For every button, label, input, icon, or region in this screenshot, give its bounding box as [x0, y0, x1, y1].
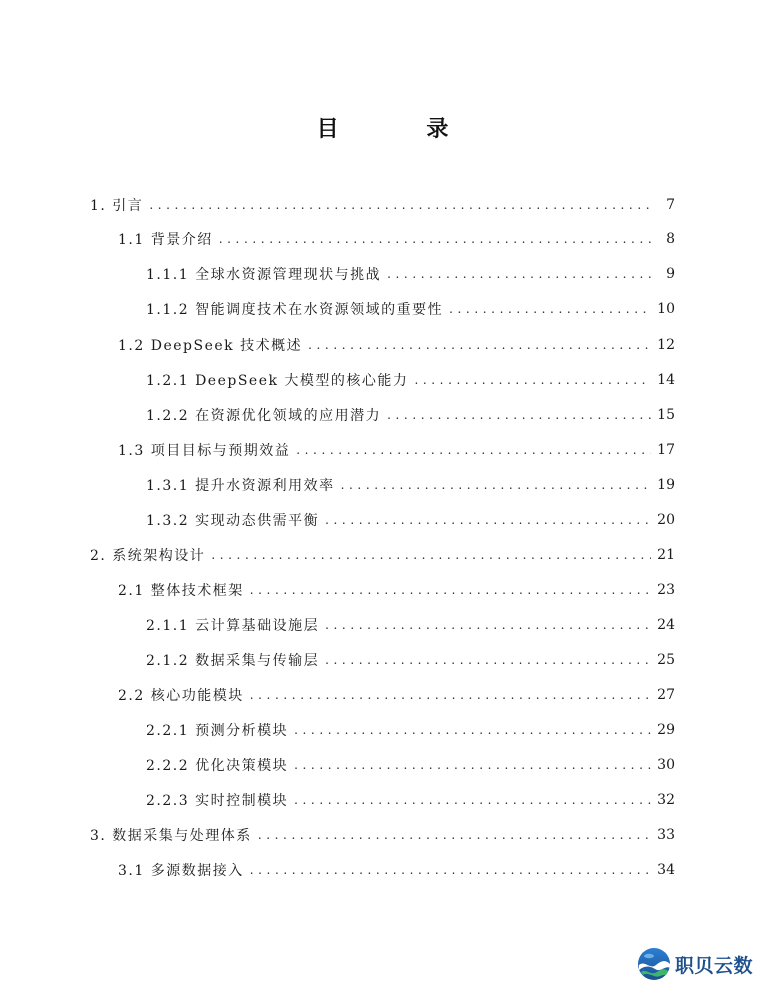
toc-entry-page: 9 [666, 266, 675, 282]
toc-entry-page: 32 [657, 792, 675, 808]
toc-entry-page: 33 [657, 827, 675, 843]
toc-entry[interactable] [90, 818, 675, 852]
toc-entry-page: 19 [657, 477, 675, 493]
toc-entry-page: 30 [657, 757, 675, 773]
toc-entry-label: 3. 数据采集与处理体系 [90, 828, 252, 844]
toc-entry-label: 1.1.2 智能调度技术在水资源领域的重要性 [146, 302, 444, 318]
toc-entry-page: 15 [657, 407, 675, 423]
toc-leader-dots [219, 222, 651, 256]
toc-entry-label: 2. 系统架构设计 [90, 548, 206, 564]
toc-entry[interactable] [118, 853, 675, 887]
toc-entry[interactable] [146, 748, 675, 782]
toc-leader-dots [250, 678, 651, 712]
toc-entry[interactable] [90, 538, 675, 572]
toc-leader-dots [250, 573, 651, 607]
toc-entry-page: 21 [657, 547, 675, 563]
toc-entry-page: 29 [657, 722, 675, 738]
toc-entry-label: 1.3 项目目标与预期效益 [118, 443, 291, 459]
toc-entry[interactable] [90, 188, 675, 222]
toc-entry-label: 1.3.1 提升水资源利用效率 [146, 478, 335, 494]
page-title: 目 录 [316, 116, 489, 142]
toc-entry-label: 2.1 整体技术框架 [118, 583, 244, 599]
toc-leader-dots [294, 748, 651, 782]
toc-entry-label: 1.2.1 DeepSeek 大模型的核心能力 [146, 373, 409, 389]
toc-entry[interactable] [118, 433, 675, 467]
toc-leader-dots [325, 643, 651, 677]
toc-leader-dots [149, 188, 651, 222]
brand-logo [636, 944, 760, 984]
toc-leader-dots [258, 818, 651, 852]
toc-entry-page: 24 [657, 617, 675, 633]
toc-entry-label: 2.2 核心功能模块 [118, 688, 244, 704]
toc-entry[interactable] [118, 328, 675, 362]
toc-entry-label: 2.1.2 数据采集与传输层 [146, 653, 320, 669]
toc-leader-dots [325, 503, 651, 537]
toc-entry[interactable] [146, 292, 675, 326]
toc-entry-page: 8 [666, 231, 675, 247]
toc-entry-page: 20 [657, 512, 675, 528]
toc-entry-page: 10 [657, 301, 675, 317]
toc-entry[interactable] [118, 678, 675, 712]
toc-entry[interactable] [146, 363, 675, 397]
toc-leader-dots [387, 257, 651, 291]
toc-entry-label: 2.2.3 实时控制模块 [146, 793, 289, 809]
toc-entry-label: 1.2.2 在资源优化领域的应用潜力 [146, 408, 382, 424]
globe-wave-icon [636, 946, 672, 982]
toc-entry-label: 2.1.1 云计算基础设施层 [146, 618, 320, 634]
toc-entry-label: 1.1.1 全球水资源管理现状与挑战 [146, 267, 382, 283]
toc-entry-page: 25 [657, 652, 675, 668]
toc-leader-dots [325, 608, 651, 642]
toc-entry-label: 2.2.1 预测分析模块 [146, 723, 289, 739]
toc-leader-dots [294, 783, 651, 817]
toc-leader-dots [341, 468, 651, 502]
toc-entry-label: 1. 引言 [90, 198, 144, 214]
toc-entry-page: 27 [657, 687, 675, 703]
toc-leader-dots [250, 853, 651, 887]
toc-entry[interactable] [118, 222, 675, 256]
toc-entry[interactable] [146, 503, 675, 537]
toc-entry[interactable] [146, 257, 675, 291]
toc-leader-dots [414, 363, 651, 397]
toc-entry-page: 12 [657, 337, 675, 353]
toc-entry-page: 23 [657, 582, 675, 598]
toc-entry-label: 2.2.2 优化决策模块 [146, 758, 289, 774]
toc-leader-dots [308, 328, 651, 362]
toc-leader-dots [387, 398, 651, 432]
toc-entry[interactable] [146, 783, 675, 817]
toc-entry-label: 1.2 DeepSeek 技术概述 [118, 338, 303, 354]
toc-entry[interactable] [118, 573, 675, 607]
toc-entry-page: 14 [657, 372, 675, 388]
toc-entry-page: 34 [657, 862, 675, 878]
toc-entry-page: 7 [666, 197, 675, 213]
toc-entry-label: 1.3.2 实现动态供需平衡 [146, 513, 320, 529]
toc-entry[interactable] [146, 468, 675, 502]
toc-entry[interactable] [146, 608, 675, 642]
toc-entry[interactable] [146, 713, 675, 747]
toc-leader-dots [449, 292, 651, 326]
toc-leader-dots [211, 538, 651, 572]
toc-leader-dots [296, 433, 651, 467]
toc-entry-label: 1.1 背景介绍 [118, 232, 213, 248]
brand-logo-text: 职贝云数 [675, 954, 754, 977]
toc-entry-label: 3.1 多源数据接入 [118, 863, 244, 879]
toc-leader-dots [294, 713, 651, 747]
toc-entry[interactable] [146, 398, 675, 432]
toc-entry-page: 17 [657, 442, 675, 458]
toc-entry[interactable] [146, 643, 675, 677]
